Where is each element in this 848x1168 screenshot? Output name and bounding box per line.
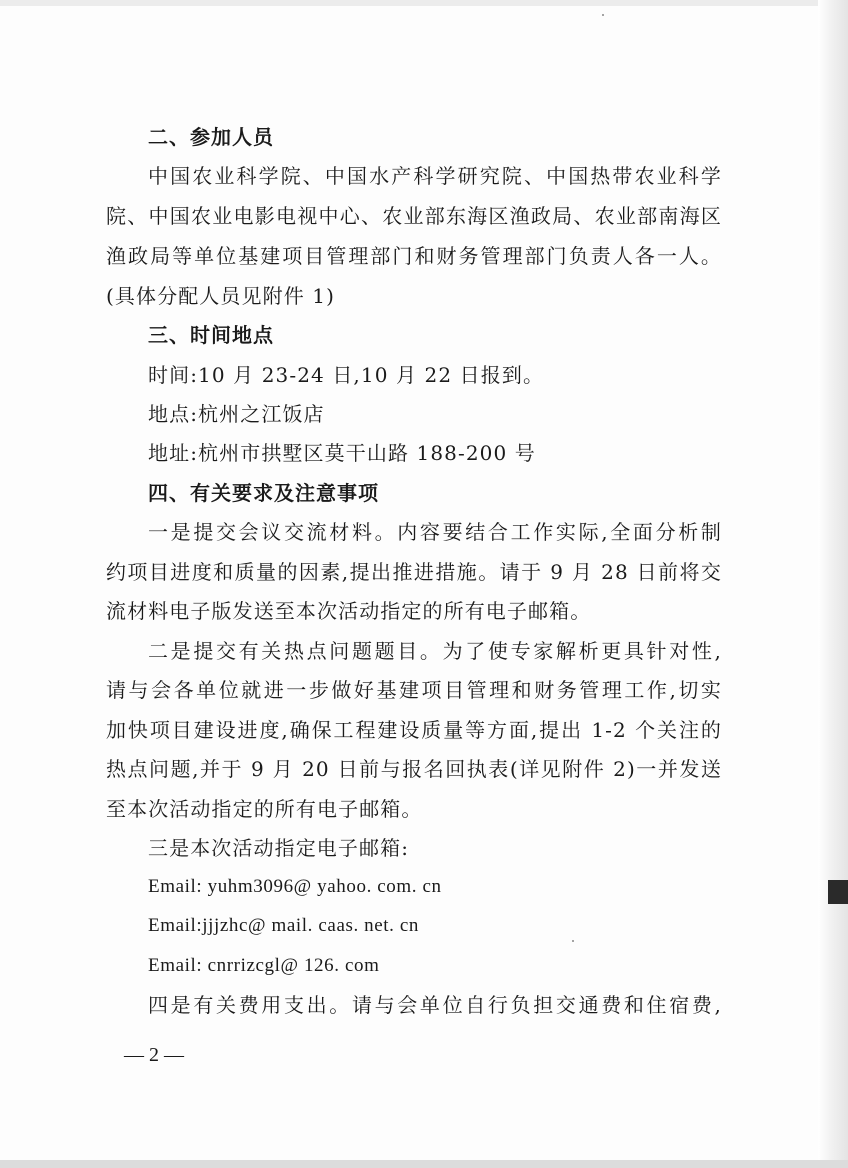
paragraph-line: (具体分配人员见附件 1) — [106, 284, 335, 308]
paragraph-line: 中国农业科学院、中国水产科学研究院、中国热带农业科学 — [148, 164, 722, 188]
meeting-address: 地址:杭州市拱墅区莫干山路 188-200 号 — [148, 441, 536, 465]
meeting-place: 地点:杭州之江饭店 — [148, 402, 325, 426]
email-address: Email:jjjzhc@ mail. caas. net. cn — [148, 915, 420, 936]
email-address: Email: yuhm3096@ yahoo. com. cn — [148, 876, 442, 897]
scan-edge-mark — [828, 880, 848, 904]
paragraph-line: 流材料电子版发送至本次活动指定的所有电子邮箱。 — [106, 599, 592, 623]
paragraph-line: 请与会各单位就进一步做好基建项目管理和财务管理工作,切实 — [106, 678, 722, 702]
paragraph-line: 四是有关费用支出。请与会单位自行负担交通费和住宿费, — [148, 993, 722, 1017]
paragraph-line: 至本次活动指定的所有电子邮箱。 — [106, 797, 423, 821]
scan-edge-top — [0, 0, 848, 6]
paragraph-line: 一是提交会议交流材料。内容要结合工作实际,全面分析制 — [148, 520, 722, 544]
scan-speck — [602, 14, 604, 16]
scan-edge-bottom — [0, 1160, 848, 1168]
scan-edge-right — [818, 0, 848, 1168]
paragraph-line: 约项目进度和质量的因素,提出推进措施。请于 9 月 28 日前将交 — [106, 560, 722, 584]
meeting-time: 时间:10 月 23-24 日,10 月 22 日报到。 — [148, 363, 545, 387]
paragraph-line: 热点问题,并于 9 月 20 日前与报名回执表(详见附件 2)一并发送 — [106, 757, 722, 781]
section-heading-time-place: 三、时间地点 — [148, 323, 274, 347]
section-heading-requirements: 四、有关要求及注意事项 — [148, 481, 379, 505]
paragraph-line: 院、中国农业电影电视中心、农业部东海区渔政局、农业部南海区 — [106, 204, 722, 228]
paragraph-line: 二是提交有关热点问题题目。为了使专家解析更具针对性, — [148, 639, 722, 663]
paragraph-line: 渔政局等单位基建项目管理部门和财务管理部门负责人各一人。 — [106, 244, 722, 268]
page-number: — 2 — — [124, 1044, 184, 1066]
email-intro: 三是本次活动指定电子邮箱: — [148, 836, 410, 860]
scan-speck — [572, 940, 574, 942]
paragraph-line: 加快项目建设进度,确保工程建设质量等方面,提出 1-2 个关注的 — [106, 718, 722, 742]
email-address: Email: cnrrizcgl@ 126. com — [148, 955, 380, 976]
section-heading-participants: 二、参加人员 — [148, 125, 274, 149]
